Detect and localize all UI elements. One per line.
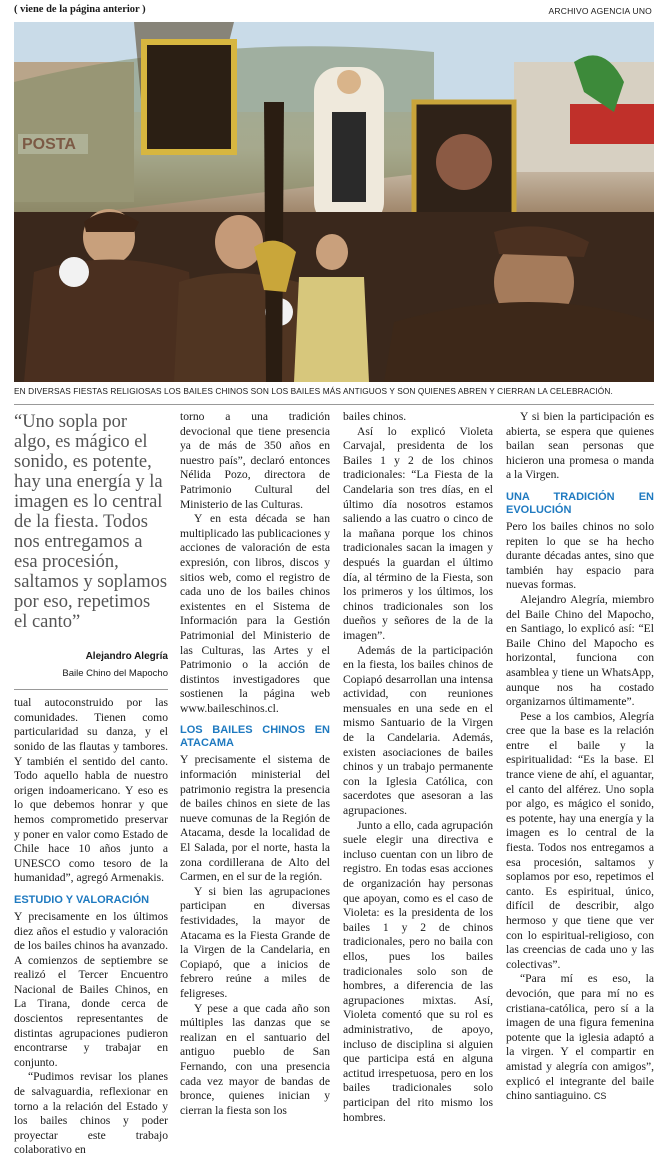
- banner-right: [414, 102, 514, 222]
- paragraph: Y en esta década se han multiplicado las publicaciones y acciones de valoración de esta expresión, con libros, discos y sitios web, como el registro de cada uno de los bailes chinos existentes en el Sistema de Información para la Gestión Patrimonial del Ministerio de las Culturas, las Artes y el Patrimonio o la acción de distintos investigadores que sostienen la página web www.baileschinos.cl.: [180, 512, 330, 715]
- photo-credit: ARCHIVO AGENCIA UNO: [548, 6, 652, 16]
- paragraph: torno a una tradición devocional que tiene presencia ya de más de 350 años en nuestro país”, declaró entonces Nélida Pozo, directora de Patrimonio Cultural del Ministerio de las Culturas.: [180, 410, 330, 511]
- column-2: [180, 410, 330, 1118]
- news-photo: [14, 22, 654, 382]
- closing-paragraph: “Para mí es eso, la devoción, que para mí no es cristiana-católica, pero sí a la imagen de una figura femenina potente que la iglesia adaptó a la virgen. Y el compartir en amistad y alegría con amigos”, explicó el integrante del baile chino santiaguino.: [506, 972, 654, 1103]
- photo-caption: EN DIVERSAS FIESTAS RELIGIOSAS LOS BAILES CHINOS SON LOS BAILES MÁS ANTIGUOS Y SON QUIENES ABREN Y CIERRAN LA CELEBRACIÓN.: [14, 386, 613, 396]
- paragraph: bailes chinos.: [343, 410, 407, 423]
- paragraph: “Pudimos revisar los planes de salvaguardia, reflexionar en torno a la relación del Estado y los bailes chinos y poder proyectar este trabajo colaborativo en: [14, 1070, 168, 1157]
- caption-divider: [14, 404, 654, 405]
- page-header: [14, 4, 652, 22]
- paragraph: [506, 972, 654, 1103]
- section-heading: UNA TRADICIÓN EN EVOLUCIÓN: [506, 490, 654, 516]
- paragraph: Y pese a que cada año son múltiples las danzas que se realizan en el santuario del antiguo pueblo de San Fernando, con una presencia cada vez mayor de bandas de bronce, quienes inician y cierran la fiesta son los: [180, 1001, 330, 1117]
- paragraph: Pese a los cambios, Alegría cree que la base es la relación entre el baile y la espiritualidad: “Es la base. El trance viene de ahí, el aguantar, el canto del alférez. Uno sopla por algo, es mágico el sonido, es potente, hay una energía y la imagen es lo central de la fiesta. Todos nos entregamos a esa procesión, saltamos y soplamos por eso, repetimos el canto. Es espiritual, único, difícil de describir, algo hermoso y que tiene que ver con lo espiritual-religioso, con las creencias de cada uno y las colectivas”.: [506, 709, 654, 971]
- paragraph: Y si bien la participación es abierta, se espera que quienes bailan sean personas que hicieron una promesa o manda a la Virgen.: [506, 410, 654, 482]
- paragraph: Pero los bailes chinos no solo repiten lo que se ha hecho durante décadas antes, sino que también hay espacio para nuevas formas.: [506, 519, 654, 592]
- paragraph: Además de la participación en la fiesta, los bailes chinos de Copiapó desarrollan una intensa actividad, con reuniones mensuales en una sede en el mismo Santuario de la Virgen de la Candelaria. Además, existen asociaciones de bailes chinos y un trabajo permanente con la Iglesia Católica, con sacerdotes que asesoran a las agrupaciones.: [343, 643, 493, 818]
- section-heading: LOS BAILES CHINOS EN ATACAMA: [180, 724, 330, 750]
- column-1: [14, 410, 168, 1158]
- banner-left: [144, 42, 234, 152]
- end-mark: CS: [593, 1091, 607, 1102]
- quote-divider: [14, 689, 168, 690]
- paragraph: Y si bien las agrupaciones participan en diversas festividades, la mayor de Atacama es la Fiesta Grande de la Virgen de la Candelaria, en Copiapó, que a inicios de febrero reúne a miles de feligreses.: [180, 884, 330, 1000]
- continued-note: ( viene de la página anterior ): [14, 4, 146, 15]
- paragraph: Alejandro Alegría, miembro del Baile Chino del Mapocho, en Santiago, lo explicó así: “El Baile Chino del Mapocho es horizontal, funciona con asamblea y tiene un WhatsApp, aunque nos ha costado organizarnos últimamente”.: [506, 592, 654, 709]
- column-3: [343, 410, 493, 1125]
- column-4: [506, 410, 654, 1104]
- paragraph: Junto a ello, cada agrupación suele elegir una directiva e incluso cuentan con un libro de registro. En todas esas acciones de organización hay personas que apoyan, como es el caso de Violeta: es la presidenta de los bailes 1 y 2 de chinos tradicionales, pero no baila con ellos, pues los bailes tradicionales solo son de hombres, a diferencia de las agrupaciones mixtas. Así, Violeta comentó que su rol es administrativo, de apoyo, incluso de disciplina si alguien que participa está en alguna actitud irrespetuosa, pero en los bailes tradicionales solo participan del rito mismo los hombres.: [343, 818, 493, 1124]
- pull-quote-author: Alejandro Alegría: [85, 651, 168, 662]
- paragraph: tual autoconstruido por las comunidades. Tienen como particularidad su danza, y el sonido de las flautas y tambores. Y también el sentido del canto. Todo aquello habla de nuestro origen indoamericano. Y eso es lo que debemos honrar y que hemos comprometido preservar y poner en valor como Estado de Chile hace 10 años junto a UNESCO como tesoro de la humanidad”, agregó Armenakis.: [14, 696, 168, 885]
- paragraph: Y precisamente en los últimos diez años el estudio y valoración de los bailes chinos ha avanzado. A comienzos de septiembre se realizó el Tercer Encuentro Nacional de Bailes Chinos, en La Tirana, donde cerca de doscientos representantes de distintas agrupaciones pudieron encontrarse y trabajar en conjunto.: [14, 909, 168, 1069]
- procession-illustration: [14, 22, 654, 382]
- pull-quote: “Uno sopla por algo, es mágico el sonido, es potente, hay una energía y la imagen es lo central de la fiesta. Todos nos entregamos a esa procesión, saltamos y soplamos por eso, repetimos el canto”: [14, 412, 168, 632]
- paragraph: Así lo explicó Violeta Carvajal, presidenta de los Bailes 1 y 2 de los chinos tradicionales: “La Fiesta de la Candelaria son tres días, en el último día nosotros estamos saliendo a las cuatro o cinco de la mañana porque los chinos tradicionales sacan la imagen y después la guardan el último día, al término de la Fiesta, son los primeros y los últimos, los chinos tradicionales son los dueños y señores de la de la imagen”.: [343, 424, 493, 642]
- pull-quote-role: Baile Chino del Mapocho: [62, 667, 168, 679]
- section-heading: ESTUDIO Y VALORACIÓN: [14, 893, 150, 906]
- virgin-statue: [314, 67, 384, 227]
- paragraph: Y precisamente el sistema de información ministerial del patrimonio registra la presencia de bailes chinos en siete de las nueve comunas de la Región de Atacama, desde la localidad de El Salada, por el norte, hasta la zona cordillerana de Alto del Carmen, en el sur de la región.: [180, 753, 330, 884]
